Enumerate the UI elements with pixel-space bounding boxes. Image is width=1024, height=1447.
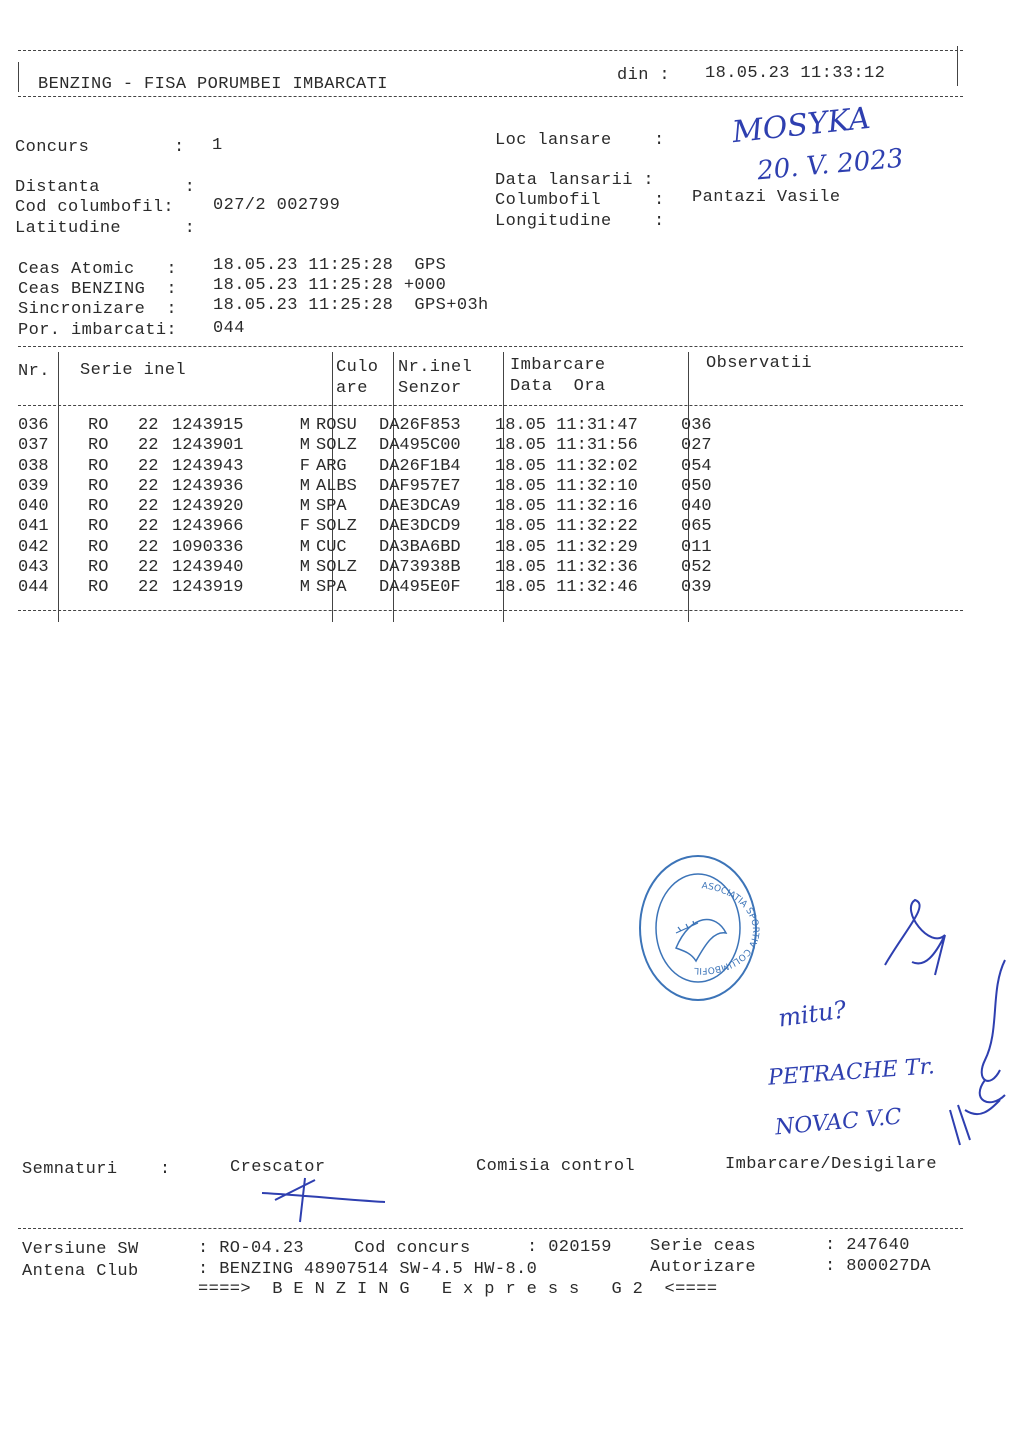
cell-cc: RO	[88, 416, 109, 435]
cell-sen: DAF957E7	[379, 476, 461, 496]
cell-sen: DA495E0F	[379, 578, 461, 598]
ceas-atomic-value: 18.05.23 11:25:28 GPS	[213, 256, 447, 275]
cell-sx: F	[299, 456, 310, 476]
signature-commission-1	[885, 900, 945, 975]
cell-sx: M	[299, 578, 310, 598]
cell-cc: RO	[88, 558, 109, 578]
latitudine-label: Latitudine :	[15, 219, 196, 238]
signature-commission-3	[950, 1100, 1000, 1145]
comisia-control-label: Comisia control	[476, 1157, 636, 1176]
ceas-benzing-value: 18.05.23 11:25:28 +000	[213, 276, 447, 295]
signature-crescator	[262, 1178, 385, 1222]
cell-obs: 050	[681, 476, 712, 496]
cell-obs: 040	[681, 497, 712, 517]
column-header-imbarcare-1: Imbarcare	[510, 356, 606, 375]
data-lansarii-label: Data lansarii :	[495, 171, 655, 190]
cell-obs: 027	[681, 436, 712, 456]
stamp-ring-text: ASOCIATIA SPORTIV COLUMBOFILA	[693, 881, 760, 976]
handwritten-name-3: NOVAC V.C	[774, 1104, 903, 1141]
cell-yr: 22	[138, 558, 159, 578]
longitudine-label: Longitudine :	[495, 212, 665, 231]
ceas-benzing-label: Ceas BENZING :	[18, 280, 178, 299]
cell-no: 1243901	[172, 436, 244, 456]
cell-yr: 22	[138, 517, 159, 537]
cell-dt: 18.05 11:32:46	[495, 578, 638, 598]
cell-nr: 038	[18, 456, 49, 476]
cell-obs: 036	[681, 416, 712, 435]
cell-dt: 18.05 11:31:47	[495, 416, 638, 435]
cell-dt: 18.05 11:32:16	[495, 497, 638, 517]
cell-nr: 040	[18, 497, 49, 517]
handwritten-place: MOSYKA	[730, 100, 872, 151]
sincronizare-value: 18.05.23 11:25:28 GPS+03h	[213, 296, 489, 315]
handwritten-date: 20. V. 2023	[755, 143, 905, 187]
cell-dt: 18.05 11:32:29	[495, 537, 638, 557]
cell-yr: 22	[138, 416, 159, 435]
column-header-culoare-2: are	[336, 379, 368, 398]
page-title: BENZING - FISA PORUMBEI IMBARCATI	[38, 75, 388, 94]
serie-ceas-label: Serie ceas	[650, 1237, 757, 1256]
sincronizare-label: Sincronizare :	[18, 300, 178, 319]
column-header-imbarcare-2: Data Ora	[510, 377, 606, 396]
versiune-sw-label: Versiune SW	[22, 1240, 139, 1259]
column-header-observatii: Observatii	[706, 354, 813, 373]
benzing-banner: ====> B E N Z I N G E x p r e s s G 2 <====	[198, 1280, 718, 1299]
handwritten-name-1: mitu?	[776, 995, 849, 1033]
cell-obs: 065	[681, 517, 712, 537]
autorizare-label: Autorizare	[650, 1258, 757, 1277]
cell-sx: M	[299, 476, 310, 496]
cell-dt: 18.05 11:32:02	[495, 456, 638, 476]
handwritten-name-2: PETRACHE Tr.	[767, 1054, 936, 1091]
cell-sx: F	[299, 517, 310, 537]
cell-obs: 039	[681, 578, 712, 598]
cell-yr: 22	[138, 537, 159, 557]
columbofil-value: Pantazi Vasile	[692, 188, 841, 207]
cell-sx: M	[299, 497, 310, 517]
cell-sx: M	[299, 537, 310, 557]
cell-col: SPA	[316, 497, 347, 517]
cell-sen: DAE3DCA9	[379, 497, 461, 517]
cell-nr: 042	[18, 537, 49, 557]
cell-cc: RO	[88, 517, 109, 537]
imbarcare-desigilare-label: Imbarcare/Desigilare	[725, 1155, 938, 1174]
cell-yr: 22	[138, 436, 159, 456]
cell-yr: 22	[138, 497, 159, 517]
porumbei-imbarcati-value: 044	[213, 319, 245, 338]
cell-cc: RO	[88, 497, 109, 517]
cell-cc: RO	[88, 436, 109, 456]
cell-obs: 054	[681, 456, 712, 476]
cell-nr: 039	[18, 476, 49, 496]
cell-col: SOLZ	[316, 517, 357, 537]
cell-yr: 22	[138, 578, 159, 598]
din-value: 18.05.23 11:33:12	[705, 64, 886, 83]
cell-col: CUC	[316, 537, 347, 557]
cell-cc: RO	[88, 537, 109, 557]
cell-nr: 036	[18, 416, 49, 435]
antena-club-label: Antena Club	[22, 1262, 139, 1281]
columbofil-label: Columbofil :	[495, 191, 665, 210]
cell-cc: RO	[88, 476, 109, 496]
loc-lansare-label: Loc lansare :	[495, 131, 665, 150]
porumbei-imbarcati-label: Por. imbarcati:	[18, 321, 178, 340]
cell-nr: 037	[18, 436, 49, 456]
semnaturi-label: Semnaturi :	[22, 1160, 171, 1179]
column-header-culoare-1: Culo	[336, 358, 379, 377]
cell-sen: DA3BA6BD	[379, 537, 461, 557]
cell-col: SPA	[316, 578, 347, 598]
cell-obs: 011	[681, 537, 712, 557]
cod-columbofil-label: Cod columbofil:	[15, 198, 175, 217]
cell-sen: DA495C00	[379, 436, 461, 456]
cell-yr: 22	[138, 456, 159, 476]
cell-no: 1243920	[172, 497, 244, 517]
cell-col: SOLZ	[316, 558, 357, 578]
cell-sx: M	[299, 558, 310, 578]
cell-cc: RO	[88, 456, 109, 476]
cell-dt: 18.05 11:32:22	[495, 517, 638, 537]
din-label: din :	[617, 66, 671, 85]
concurs-label: Concurs :	[15, 138, 185, 157]
crescator-label: Crescator	[230, 1158, 326, 1177]
cell-col: SOLZ	[316, 436, 357, 456]
cell-sx: M	[299, 436, 310, 456]
cell-no: 1243919	[172, 578, 244, 598]
cell-no: 1243915	[172, 416, 244, 435]
distanta-label: Distanta :	[15, 178, 196, 197]
signature-commission-2	[980, 960, 1005, 1102]
cell-sx: M	[299, 416, 310, 435]
cod-concurs-label: Cod concurs	[354, 1239, 471, 1258]
cell-no: 1243943	[172, 456, 244, 476]
cell-nr: 041	[18, 517, 49, 537]
cell-nr: 043	[18, 558, 49, 578]
cell-col: ROSU	[316, 416, 357, 435]
ceas-atomic-label: Ceas Atomic :	[18, 260, 178, 279]
serie-ceas-value: : 247640	[825, 1236, 910, 1255]
cell-obs: 052	[681, 558, 712, 578]
column-header-senzor-1: Nr.inel	[398, 358, 473, 377]
cell-no: 1243940	[172, 558, 244, 578]
cell-yr: 22	[138, 476, 159, 496]
antena-club-value: : BENZING 48907514 SW-4.5 HW-8.0	[198, 1260, 538, 1279]
cell-dt: 18.05 11:32:36	[495, 558, 638, 578]
column-header-nr: Nr.	[18, 362, 50, 381]
autorizare-value: : 800027DA	[825, 1257, 932, 1276]
concurs-value: 1	[212, 136, 223, 155]
cod-columbofil-value: 027/2 002799	[213, 196, 341, 215]
cod-concurs-value: : 020159	[527, 1238, 612, 1257]
cell-col: ALBS	[316, 476, 357, 496]
cell-no: 1243936	[172, 476, 244, 496]
cell-col: ARG	[316, 456, 347, 476]
cell-no: 1243966	[172, 517, 244, 537]
cell-nr: 044	[18, 578, 49, 598]
column-header-serie: Serie inel	[80, 361, 187, 380]
cell-sen: DA26F1B4	[379, 456, 461, 476]
cell-sen: DA26F853	[379, 416, 461, 435]
versiune-sw-value: : RO-04.23	[198, 1239, 305, 1258]
cell-sen: DA73938B	[379, 558, 461, 578]
cell-dt: 18.05 11:32:10	[495, 476, 638, 496]
cell-dt: 18.05 11:31:56	[495, 436, 638, 456]
cell-cc: RO	[88, 578, 109, 598]
footer-divider	[18, 1228, 963, 1229]
column-header-senzor-2: Senzor	[398, 379, 462, 398]
cell-sen: DAE3DCD9	[379, 517, 461, 537]
cell-no: 1090336	[172, 537, 244, 557]
